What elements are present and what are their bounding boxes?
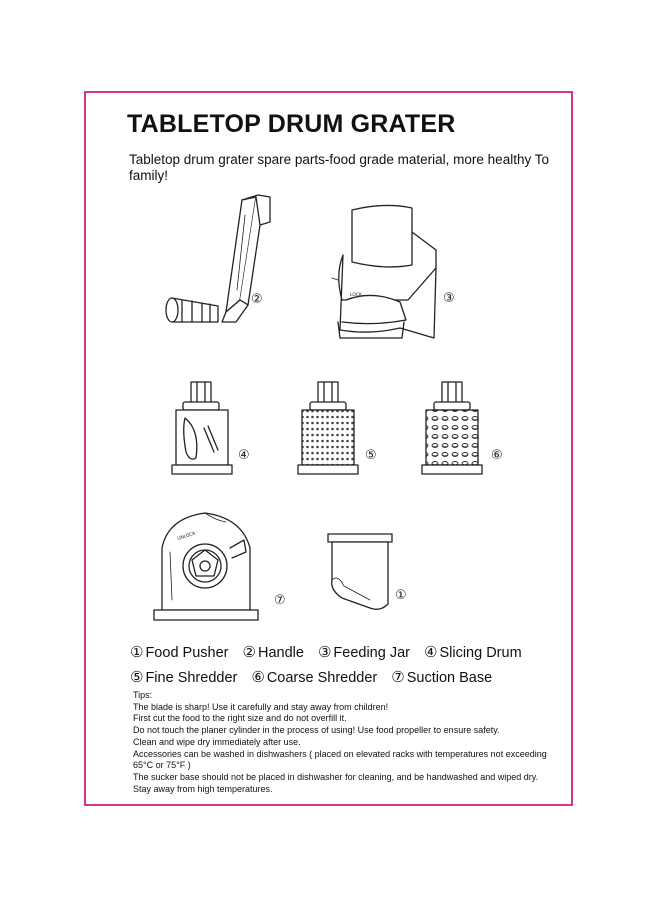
page-title: TABLETOP DRUM GRATER [127,110,456,138]
feeding-jar-drawing [332,205,436,338]
parts-legend-row-1 [130,643,532,661]
legend-item-suction-base: ⑦ Suction Base [391,668,493,686]
part-number-3: ③ [443,291,455,306]
legend-item-coarse-shredder: ⑥ Coarse Shredder [251,668,378,686]
page-subtitle: Tabletop drum grater spare parts-food grade material, more healthy To family! [129,152,549,183]
tips-section [133,690,565,795]
legend-item-food-pusher: ① Food Pusher [130,643,229,661]
part-number-5: ⑤ [365,448,377,463]
parts-legend-row-2 [130,668,502,686]
suction-base-drawing [154,513,258,620]
part-number-2: ② [251,292,263,307]
part-number-4: ④ [238,448,250,463]
tip-line: Clean and wipe dry immediately after use. [133,736,301,747]
jar-lock-label: LOCK [350,293,362,298]
tip-line: The sucker base should not be placed in dishwasher for cleaning, and be handwashed and wiped dry. [133,771,539,782]
tip-line: Stay away from high temperatures. [133,783,273,794]
legend-item-feeding-jar: ③ Feeding Jar [317,643,410,661]
coarse-shredder-drawing [422,382,482,474]
food-pusher-drawing [328,534,392,609]
part-number-7: ⑦ [274,593,286,608]
legend-item-slicing-drum: ④ Slicing Drum [424,643,522,661]
legend-item-fine-shredder: ⑤ Fine Shredder [130,668,238,686]
tip-line: Do not touch the planer cylinder in the process of using! Use food propeller to ensure safety. [133,725,500,736]
part-number-6: ⑥ [491,448,503,463]
legend-item-handle: ② Handle [242,643,304,661]
base-unlock-label: UNLOCK [177,531,197,542]
tip-line: The blade is sharp! Use it carefully and stay away from children! [133,701,389,712]
tips-heading: Tips: [133,690,153,700]
slicing-drum-drawing [172,382,232,474]
tip-line: Accessories can be washed in dishwashers ( placed on elevated racks with temperatures not exceeding 65°C or 75°F ) [133,748,547,771]
tip-line: First cut the food to the right size and do not overfill it. [133,713,347,724]
fine-shredder-drawing [298,382,358,474]
part-number-1: ① [395,588,407,603]
